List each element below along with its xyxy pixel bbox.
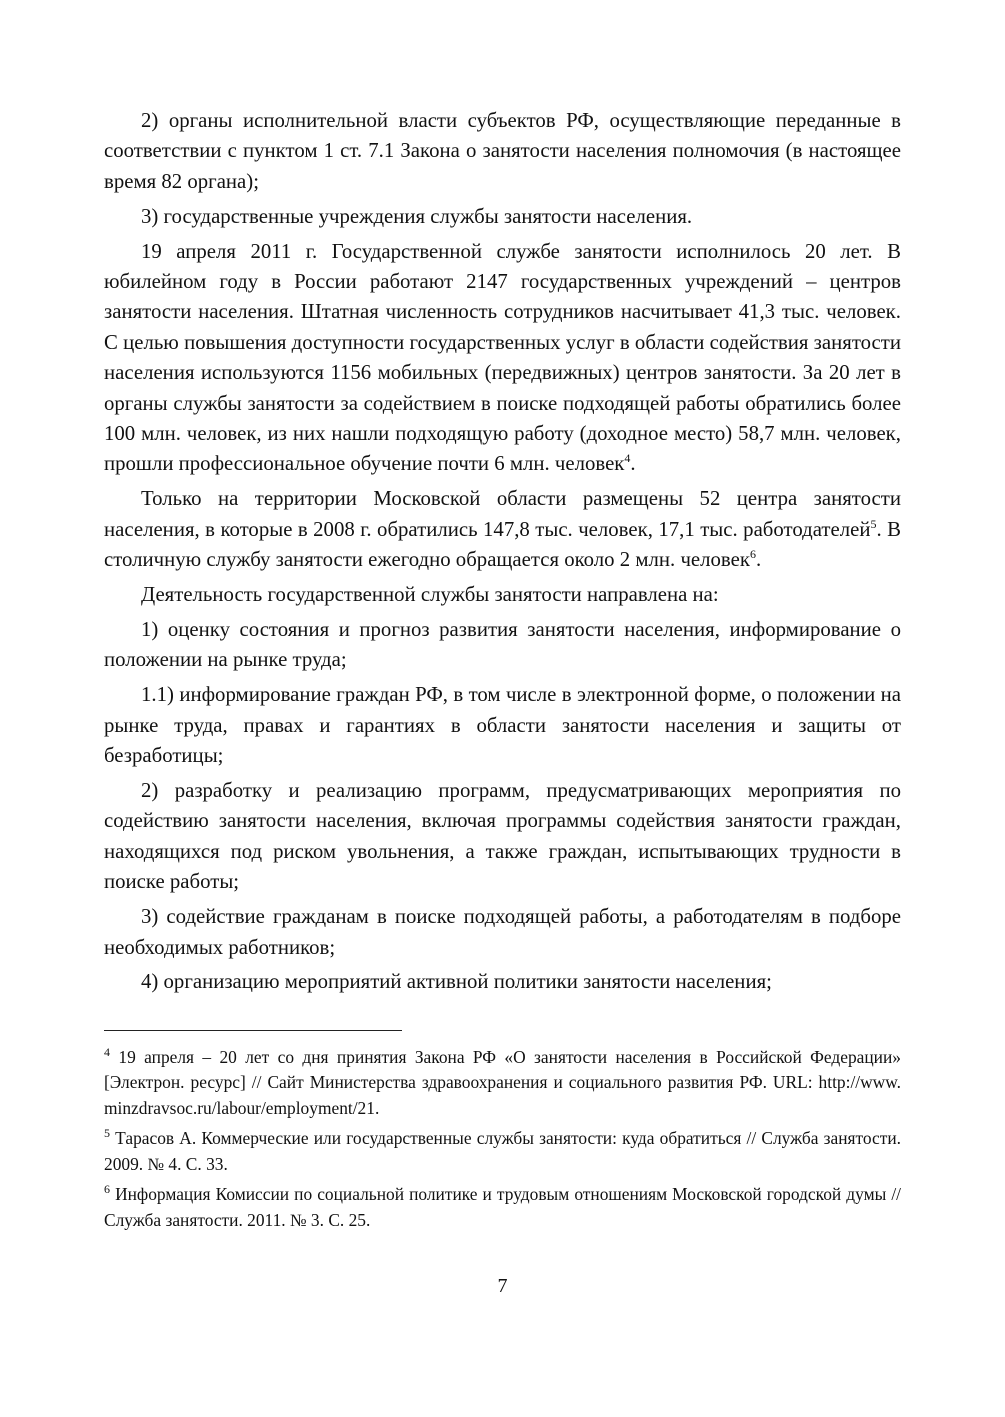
paragraph-state-institutions: 3) государственные учреждения службы занятости населения. [141,204,693,228]
list-item-active-policy: 4) организацию мероприятий активной политики занятости населения; [141,970,772,994]
paragraph-anniversary-text: 19 апреля 2011 г. Государственной службе занятости исполнилось 20 лет. В юбилейном году в России работают 2147 государственных учреждений – центров занятости населения. Штатная численность сотрудников насчитывает 41,3 тыс. человек. С целью повышения доступности государственных услуг в области содействия занятости населения используются 1156 мобильных (передвижных) центров занятости. За 20 лет в органы службы занятости за содействием в поиске подходящей работы обратились более 100 млн. человек, из них нашли подходящую работу (доходное место) 58,7 млн. человек, прошли профессиональное обучение почти 6 млн. человек [104,239,901,476]
page-number: 7 [497,1275,508,1297]
list-item-assessment: 1) оценку состояния и прогноз развития занятости населения, информирование о положении на рынке труда; [104,618,901,672]
footnote-4 [104,1045,901,1122]
paragraph-activity-intro: Деятельность государственной службы занятости направлена на: [141,583,719,607]
paragraph-moscow-region [104,484,901,575]
footnote-number: 6 [104,1182,110,1197]
list-item-informing: 1.1) информирование граждан РФ, в том числе в электронной форме, о положении на рынке труда, правах и гарантиях в области занятости населения и защиты от безработицы; [104,683,901,768]
footnote-6 [104,1182,901,1233]
paragraph-moscow-tail: . [755,548,762,572]
list-item-programs: 2) разработку и реализацию программ, предусматривающих мероприятия по содействию занятости населения, включая программы содействия занятости граждан, находящихся под риском увольнения, а также граждан, испытывающих трудности в поиске работы; [104,779,901,894]
footnote-5 [104,1126,901,1177]
footnote-number: 5 [104,1126,110,1141]
footnotes [104,1045,901,1234]
list-item-job-search: 3) содействие гражданам в поиске подходящей работы, а работодателям в подборе необходимых работников; [104,905,901,959]
footnote-number: 4 [104,1044,110,1059]
footnote-ref-5[interactable]: 5 [870,516,877,531]
footnote-text: Тарасов А. Коммерческие или государственные службы занятости: куда обратиться // Служба занятости. 2009. № 4. С. 33. [104,1128,901,1174]
page-content [104,106,901,1238]
footnote-divider [104,1030,402,1031]
footnote-ref-4[interactable]: 4 [624,451,631,466]
footnote-text: Информация Комиссии по социальной политике и трудовым отношениям Московской городской думы // Служба занятости. 2011. № 3. С. 25. [104,1184,901,1230]
paragraph-anniversary [104,237,901,480]
paragraph-executive-bodies: 2) органы исполнительной власти субъектов РФ, осуществляющие переданные в соответствии с пунктом 1 ст. 7.1 Закона о занятости населения полномочия (в настоящее время 82 органа); [104,109,901,193]
footnote-text: 19 апреля – 20 лет со дня принятия Закона РФ «О занятости населения в Российской Федерации» [Электрон. ресурс] // Сайт Министерства здравоохранения и социального развития РФ. URL: http://www. minzdravsoc.ru/labour/employment/21. [104,1046,901,1118]
main-text [104,106,901,998]
paragraph-anniversary-tail: . [630,452,636,476]
paragraph-moscow-text-b: . В столичную службу занятости ежегодно обращается около 2 млн. человек [104,517,901,572]
paragraph-moscow-text-a: Только на территории Московской области размещены 52 центра занятости населения, в которые в 2008 г. обратились 147,8 тыс. человек, 17,1 тыс. работодателей [104,487,901,541]
footnote-ref-6[interactable]: 6 [749,547,756,562]
